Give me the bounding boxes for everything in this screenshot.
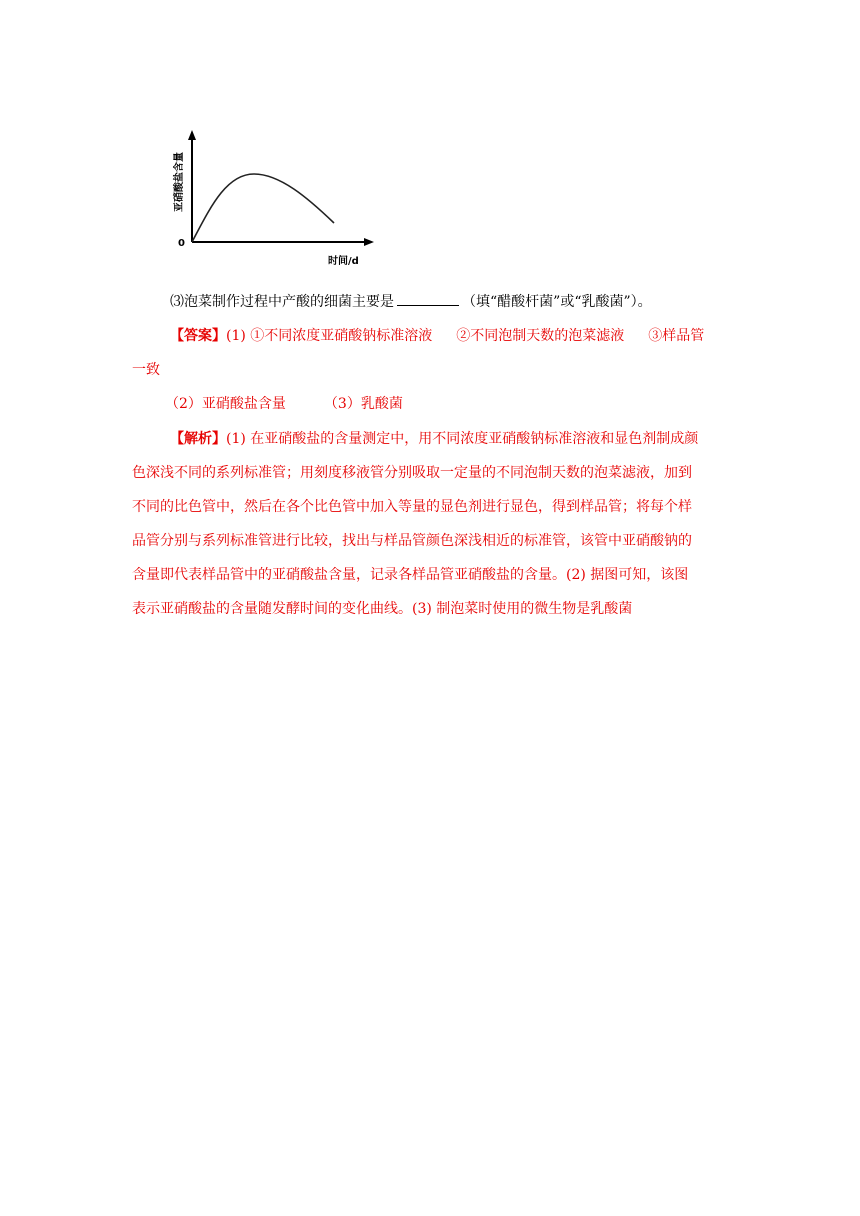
answer-blank <box>397 291 459 306</box>
answer-part-3: （3）乳酸菌 <box>323 396 403 412</box>
analysis-text-4: 品管分别与系列标准管进行比较，找出与样品管颜色深浅相近的标准管，该管中亚硝酸钠的 <box>132 533 692 549</box>
x-axis-label: 时间/d <box>328 256 359 267</box>
question-3-suffix: （填“醋酸杆菌”或“乳酸菌”）。 <box>462 294 652 310</box>
analysis-line-2 <box>132 463 692 483</box>
nitrite-curve <box>192 174 334 242</box>
analysis-line-4 <box>132 531 692 551</box>
question-3 <box>170 291 652 312</box>
answer-part-1a: (1) ①不同浓度亚硝酸钠标准溶液 <box>226 328 433 344</box>
answer-part-1c: ③样品管 <box>648 328 705 344</box>
y-axis-arrow <box>188 130 196 140</box>
x-axis-arrow <box>364 238 374 246</box>
analysis-text-6: 表示亚硝酸盐的含量随发酵时间的变化曲线。(3) 制泡菜时使用的微生物是乳酸菌 <box>132 601 633 617</box>
analysis-tag: 【解析】 <box>170 431 226 447</box>
y-axis-label: 亚硝酸盐含量 <box>174 152 185 212</box>
analysis-line-3 <box>132 497 692 517</box>
answer-line-3 <box>165 394 403 414</box>
analysis-text-5: 含量即代表样品管中的亚硝酸盐含量，记录各样品管亚硝酸盐的含量。(2) 据图可知，该图 <box>132 567 689 583</box>
answer-line-2 <box>132 360 160 380</box>
answer-part-2: （2）亚硝酸盐含量 <box>165 396 286 412</box>
analysis-line-1 <box>170 429 698 449</box>
answer-line-1 <box>170 326 704 346</box>
origin-label: 0 <box>178 238 185 249</box>
answer-part-1d: 一致 <box>132 362 160 378</box>
analysis-line-5 <box>132 565 688 585</box>
analysis-text-2: 色深浅不同的系列标准管；用刻度移液管分别吸取一定量的不同泡制天数的泡菜滤液，加到 <box>132 465 692 481</box>
answer-part-1b: ②不同泡制天数的泡菜滤液 <box>456 328 625 344</box>
analysis-text-3: 不同的比色管中，然后在各个比色管中加入等量的显色剂进行显色，得到样品管；将每个样 <box>132 499 692 515</box>
analysis-line-6 <box>132 599 632 619</box>
nitrite-time-graph <box>168 128 378 268</box>
question-3-prefix: ⑶泡菜制作过程中产酸的细菌主要是 <box>170 294 394 310</box>
analysis-text-1: (1) 在亚硝酸盐的含量测定中，用不同浓度亚硝酸钠标准溶液和显色剂制成颜 <box>226 431 699 447</box>
answer-tag: 【答案】 <box>170 328 226 344</box>
